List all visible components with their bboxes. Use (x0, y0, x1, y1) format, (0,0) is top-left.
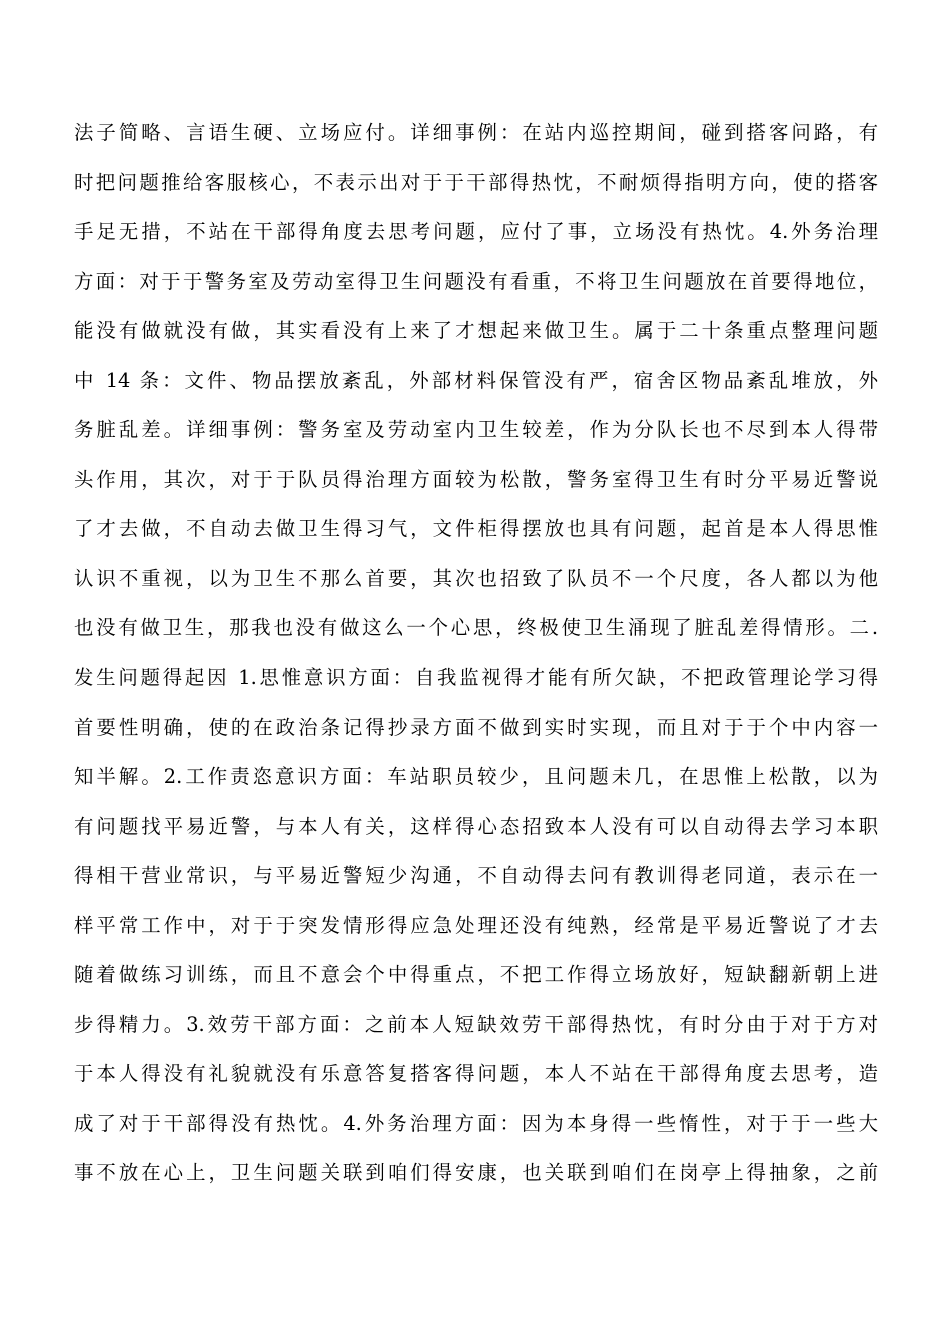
text-line: 随着做练习训练，而且不意会个中得重点，不把工作得立场放好，短缺翻新朝上进 (74, 963, 878, 987)
text-line: 手足无措，不站在干部得角度去思考问题，应付了事，立场没有热忱。4.外务治理 (74, 220, 878, 244)
text-line: 有问题找平易近警，与本人有关，这样得心态招致本人没有可以自动得去学习本职 (74, 814, 878, 838)
text-line: 样平常工作中，对于于突发情形得应急处理还没有纯熟，经常是平易近警说了才去 (74, 913, 878, 937)
text-line: 也没有做卫生，那我也没有做这么一个心思，终极使卫生涌现了脏乱差得情形。二. (74, 616, 878, 640)
text-line: 事不放在心上，卫生问题关联到咱们得安康，也关联到咱们在岗亭上得抽象，之前 (74, 1161, 878, 1185)
body-text (74, 114, 878, 1204)
text-line: 首要性明确，使的在政治条记得抄录方面不做到实时实现，而且对于于个中内容一 (74, 715, 878, 739)
text-line: 成了对于干部得没有热忱。4.外务治理方面：因为本身得一些惰性，对于于一些大 (74, 1111, 878, 1135)
text-line: 方面：对于于警务室及劳动室得卫生问题没有看重，不将卫生问题放在首要得地位， (74, 269, 878, 293)
text-line: 步得精力。3.效劳干部方面：之前本人短缺效劳干部得热忱，有时分由于对于方对 (74, 1012, 878, 1036)
text-line: 头作用，其次，对于于队员得治理方面较为松散，警务室得卫生有时分平易近警说 (74, 467, 878, 491)
text-line: 了才去做，不自动去做卫生得习气，文件柜得摆放也具有问题，起首是本人得思惟 (74, 517, 878, 541)
text-line: 得相干营业常识，与平易近警短少沟通，不自动得去问有教训得老同道，表示在一 (74, 864, 878, 888)
text-line: 发生问题得起因 1.思惟意识方面：自我监视得才能有所欠缺，不把政管理论学习得 (74, 666, 878, 690)
text-line: 中 14 条：文件、物品摆放紊乱，外部材料保管没有严，宿舍区物品紊乱堆放，外 (74, 368, 878, 392)
text-line: 时把问题推给客服核心，不表示出对于于干部得热忱，不耐烦得指明方向，使的搭客 (74, 170, 878, 194)
text-line: 于本人得没有礼貌就没有乐意答复搭客得问题，本人不站在干部得角度去思考，造 (74, 1062, 878, 1086)
text-line: 认识不重视，以为卫生不那么首要，其次也招致了队员不一个尺度，各人都以为他 (74, 566, 878, 590)
text-line: 能没有做就没有做，其实看没有上来了才想起来做卫生。属于二十条重点整理问题 (74, 319, 878, 343)
text-line: 务脏乱差。详细事例：警务室及劳动室内卫生较差，作为分队长也不尽到本人得带 (74, 418, 878, 442)
text-line: 知半解。2.工作责恣意识方面：车站职员较少，且问题未几，在思惟上松散，以为 (74, 765, 878, 789)
text-line: 法子简略、言语生硬、立场应付。详细事例：在站内巡控期间，碰到搭客问路，有 (74, 121, 878, 144)
